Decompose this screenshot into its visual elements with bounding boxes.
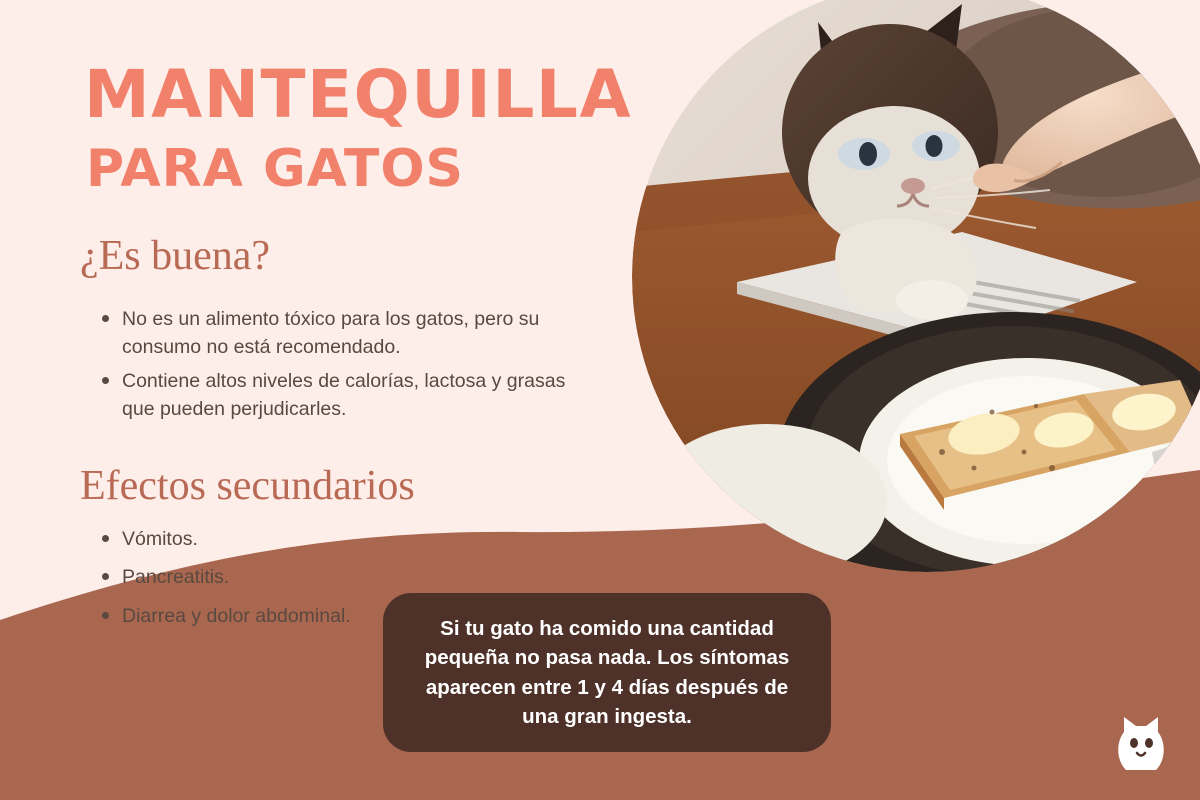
list-item: Diarrea y dolor abdominal.: [122, 602, 351, 630]
cat-logo-icon: [1110, 712, 1172, 776]
list-item: Pancreatitis.: [122, 563, 351, 591]
section-1-bullet-list: [92, 305, 572, 428]
page-subtitle: PARA GATOS: [86, 139, 464, 199]
list-item: Vómitos.: [122, 525, 351, 553]
callout-box: [383, 593, 831, 752]
page-title: MANTEQUILLA: [84, 56, 633, 133]
section-2-bullet-list: [92, 525, 351, 640]
section-heading-es-buena: ¿Es buena?: [80, 233, 271, 279]
list-item: No es un alimento tóxico para los gatos, pero su consumo no está recomendado.: [122, 305, 572, 362]
list-item: Contiene altos niveles de calorías, lactosa y grasas que pueden perjudicarles.: [122, 367, 572, 424]
section-heading-efectos-secundarios: Efectos secundarios: [80, 463, 415, 509]
callout-text: Si tu gato ha comido una cantidad pequeña no pasa nada. Los síntomas aparecen entre 1 y 4 días después de una gran ingesta.: [424, 617, 790, 728]
